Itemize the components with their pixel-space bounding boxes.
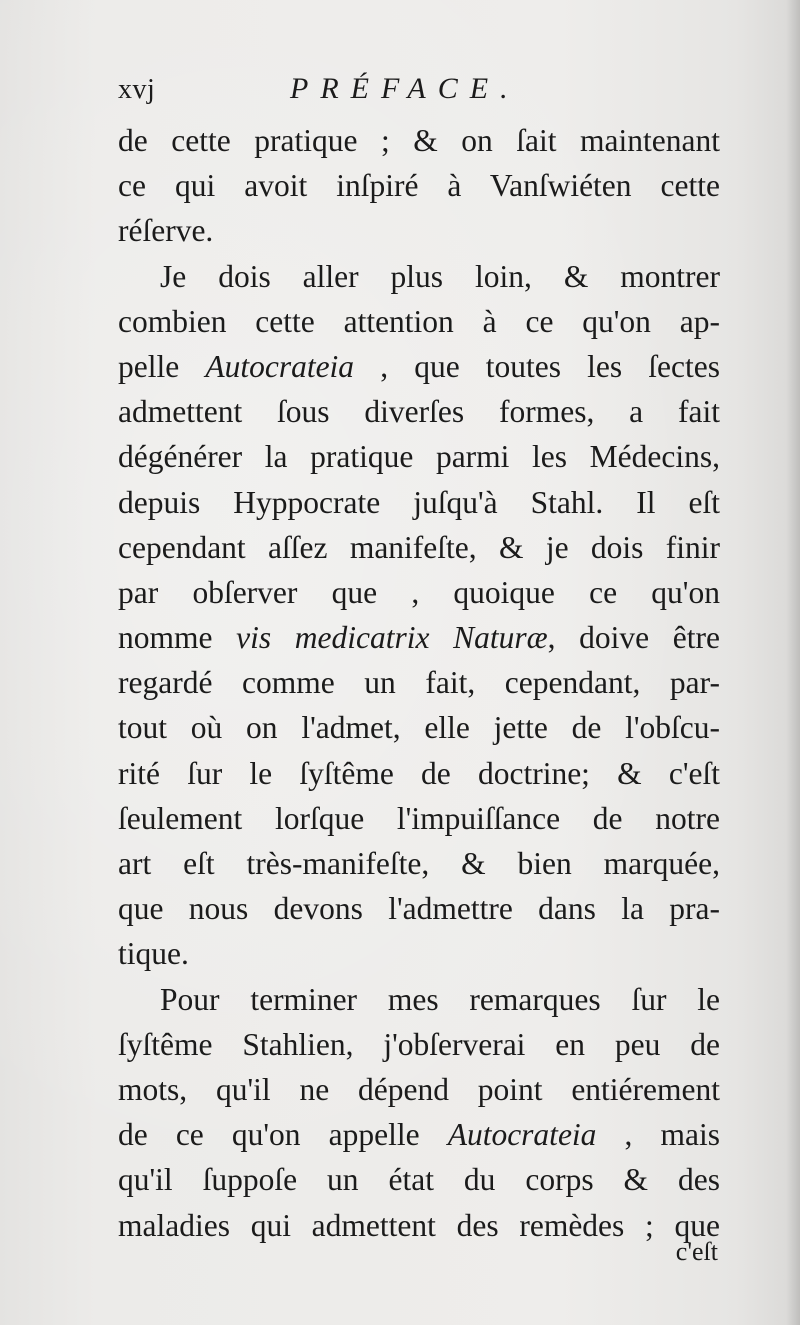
text-line: de cette pratique ; & on ſait maintenant <box>118 123 720 158</box>
italic-term: Autocrateia <box>205 348 355 384</box>
text-line <box>118 615 720 660</box>
catchword: c'eſt <box>675 1237 718 1266</box>
text-line: admettent ſous diverſes formes, a fait <box>118 394 720 430</box>
text-line: par obſerver que , quoique ce qu'on <box>118 574 720 610</box>
text-line: qu'il ſuppoſe un état du corps & des <box>118 1162 720 1198</box>
text-line: maladies qui admettent des remèdes ; que <box>118 1207 720 1243</box>
page-header <box>118 68 718 116</box>
text-line: dégénérer la pratique parmi les Médecins, <box>118 439 720 475</box>
text-line: cependant aſſez manifeſte, & je dois finir <box>118 529 720 565</box>
text-run: , que toutes les ſectes <box>354 348 720 384</box>
page-edge-shadow <box>786 0 800 1325</box>
text-run: nomme <box>118 620 237 656</box>
text-line: depuis Hyppocrate juſqu'à Stahl. Il eſt <box>118 484 720 520</box>
italic-term: Autocrateia <box>447 1117 597 1153</box>
text-line: ſeulement lorſque l'impuiſſance de notre <box>118 800 720 836</box>
text-line: combien cette attention à ce qu'on ap- <box>118 303 720 339</box>
paragraph-first-line: Pour terminer mes remarques ſur le <box>160 981 720 1017</box>
text-line: mots, qu'il ne dépend point entiérement <box>118 1071 720 1107</box>
italic-term: vis medicatrix Naturæ <box>236 620 548 656</box>
text-line <box>118 344 720 389</box>
text-line: regardé comme un fait, cependant, par- <box>118 665 720 701</box>
text-run: pelle <box>118 348 206 384</box>
text-run: , mais <box>596 1117 720 1153</box>
text-run: de ce qu'on appelle <box>118 1117 448 1153</box>
text-line: tout où on l'admet, elle jette de l'obſcu- <box>118 710 720 746</box>
text-line: rité ſur le ſyſtême de doctrine; & c'eſt <box>118 755 720 791</box>
paragraph-first-line: Je dois aller plus loin, & montrer <box>160 258 720 294</box>
text-line <box>118 1112 720 1157</box>
page-number: xvj <box>118 74 156 105</box>
text-line: art eſt très-manifeſte, & bien marquée, <box>118 846 720 881</box>
text-line: tique. <box>118 936 189 972</box>
text-line: ſyſtême Stahlien, j'obſerverai en peu de <box>118 1026 720 1062</box>
text-line: que nous devons l'admettre dans la pra- <box>118 891 720 927</box>
text-run: , doive être <box>547 620 720 656</box>
text-line: ce qui avoit inſpiré à Vanſwiéten cette <box>118 168 720 204</box>
running-title: PRÉFACE. <box>290 72 520 105</box>
body-text <box>118 118 720 1248</box>
text-line: réſerve. <box>118 213 214 249</box>
